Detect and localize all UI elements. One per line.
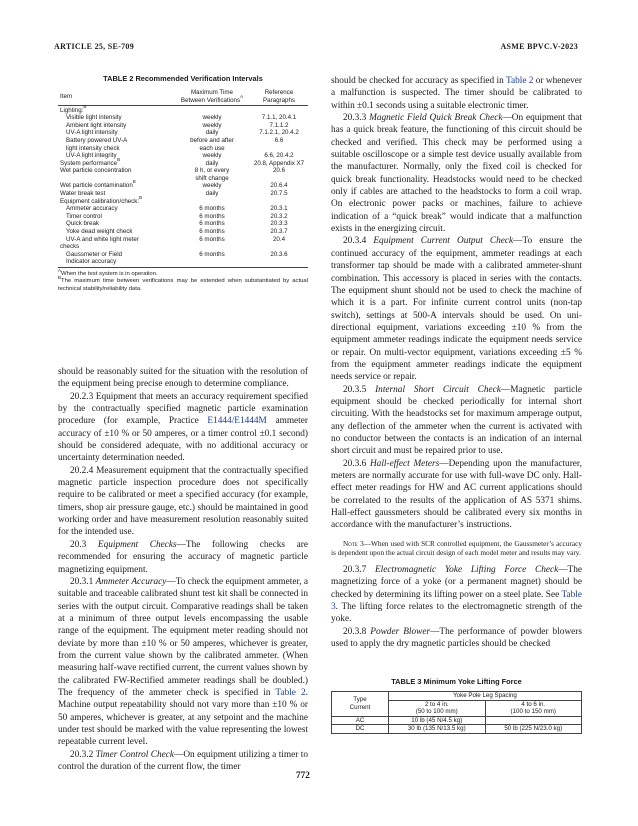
table3-col-b-line2: (100 to 150 mm) [510, 708, 556, 716]
table2-cell-ref [250, 105, 308, 114]
table3-col-b [485, 700, 582, 716]
paragraph-20-3-4 [331, 235, 582, 383]
link-e1444[interactable]: E1444/E1444M [207, 416, 267, 427]
paragraph-20-3-6 [331, 458, 582, 532]
table3-cell-type: DC [332, 725, 389, 734]
table2-col-item: Item [58, 89, 174, 105]
link-table-2-right[interactable]: Table 2 [505, 76, 534, 86]
table2-cell-item-text: System performance [60, 159, 118, 167]
section-number-20-3-1: 20.3.1 [70, 576, 96, 587]
table2-col-ref [250, 89, 308, 105]
table2-cell-ref: 7.1.2.1, 20.4.2 [259, 129, 299, 137]
table2-cell-time: 8 h, or every [194, 167, 230, 175]
table2-note-a-text: When the test system is in operation. [61, 271, 158, 277]
table2-cell-time: shift change [195, 174, 229, 182]
table2-cell-time: daily [205, 129, 219, 137]
table2-cell-item: Ammeter accuracy [66, 205, 118, 213]
table2-cell-item: UV-A light integrity [66, 152, 117, 160]
table2-cell-item [58, 105, 174, 114]
section-title-quick-break: Magnetic Field Quick Break Check [369, 113, 503, 124]
section-number-20-3-8: 20.3.8 [343, 626, 371, 637]
table2-row [58, 129, 308, 137]
table2-cell-item [58, 179, 174, 190]
table2-row [58, 258, 308, 267]
table3-cell-b [485, 716, 582, 725]
table2-cell-ref: 20.3.6 [270, 250, 288, 258]
table2-cell-time: daily [205, 159, 219, 167]
paragraph-20-3 [58, 539, 308, 576]
table2-cell-ref: 20.3.3 [270, 220, 288, 228]
table2-cell-time: 6 months [199, 228, 225, 236]
table2-cell-ref: 20.8, Appendix X7 [253, 159, 305, 167]
section-number-20-3-3: 20.3.3 [343, 113, 370, 124]
text-20-2-3-b: ammeter accuracy of ±10 % or 50 amperes, or a timer control ±0.1 second) should be considered adequate, with no additional accuracy or uncertainty determination needed. [58, 416, 308, 464]
table3-title: TABLE 3 Minimum Yoke Lifting Force [391, 677, 522, 686]
table2-row [58, 105, 308, 114]
section-title-timer-control: Timer Control Check [95, 749, 175, 760]
table2-row [58, 220, 308, 228]
link-table-2[interactable]: Table 2 [275, 687, 306, 698]
table2-cell-time [174, 105, 250, 114]
table2 [58, 89, 308, 268]
table2-title: TABLE 2 Recommended Verification Intervals [103, 74, 263, 83]
text-20-3-3: —On equipment that has a quick break feature, the functioning of this circuit should be checked and verified. This check may be performed using a suitable oscilloscope or a simple test device usually available from the manufacturer. Normally, only the fixed coil is checked for quick break functionality. Headstocks would need to be checked only if cables are attached to the headstocks to form a coil wrap. On electronic power packs or machines, failure to achieve indication of a “quick break” would indicate that a malfunction exists in the energizing circuit. [331, 113, 582, 235]
text-timer-b: or whenever a malfunction is suspected. The timer should be calibrated to within ±0.1 seconds using a suitable electronic timer. [331, 76, 582, 111]
table3-row [332, 716, 582, 725]
table2-cell-item: checks [60, 243, 80, 251]
note-3 [331, 539, 582, 558]
table3 [331, 691, 582, 734]
table2-row [58, 228, 308, 236]
table2-row [58, 137, 308, 145]
table2-col-time [174, 89, 250, 105]
table2-note-b-text: The maximum time between verifications may be extended when substantiated by actual technical stability/reliability data. [58, 278, 308, 292]
text-timer-a: should be checked for accuracy as specified in [331, 76, 506, 86]
section-title-current-output: Equipment Current Output Check [373, 236, 514, 247]
note-3-label: Note 3 [343, 538, 364, 548]
table2-row [58, 198, 308, 206]
table2-cell-time: 6 months [199, 212, 225, 220]
table2-cell-item: Timer control [66, 212, 102, 220]
table2-row [58, 182, 308, 190]
paragraph-continuation: should be reasonably suited for the situation with the resolution of the equipment being precise enough to determine compliance. [58, 367, 308, 390]
table2-col-time-line2: Between Verifications [180, 96, 241, 104]
table2-note-b [58, 275, 308, 293]
table2-col-time-line1: Maximum Time [191, 89, 233, 97]
table2-cell-time: daily [205, 190, 219, 198]
table2-col-ref-line2: Paragraphs [263, 96, 295, 104]
table2-cell-ref [250, 198, 308, 206]
table2-cell-item: Water break test [60, 190, 106, 198]
paragraph-timer-continuation [331, 75, 582, 112]
table2-cell-time: 6 months [199, 235, 225, 243]
table2-note-b-sup: B [58, 275, 62, 281]
table3-col-a [389, 700, 486, 716]
table3-col-type [332, 692, 389, 717]
table2-cell-ref [250, 243, 308, 251]
text-20-3-7-b: . The lifting force relates to the electromagnetic strength of the yoke. [331, 601, 582, 625]
section-title-hall-effect: Hall-effect Meters [369, 458, 440, 469]
table2-row [58, 160, 308, 168]
table2-cell-item: Quick break [66, 220, 100, 228]
table3-col-b-line1: 4 to 6 in. [521, 700, 546, 708]
table2-cell-time: before and after [190, 136, 234, 144]
table2-cell-ref: 6.6 [274, 136, 284, 144]
table2-cell-ref [250, 175, 308, 183]
table2-row [58, 236, 308, 244]
section-title-powder-blower: Powder Blower [370, 626, 431, 637]
table3-col-a-line1: 2 to 4 in. [424, 700, 449, 708]
table2-cell-item: Gaussmeter or Field [66, 250, 123, 258]
table2-cell-item: Visible light intensity [66, 114, 122, 122]
text-20-2-3-a: 20.2.3 Equipment that meets an accuracy requirement specified by the contractually specified magnetic particle examination procedure (for example, Practice [58, 391, 308, 427]
table2-cell-ref: 20.7.5 [270, 190, 288, 198]
paragraph-20-2-3 [58, 391, 308, 465]
table2-cell-item: Battery powered UV-A [66, 136, 128, 144]
section-number-20-3-2: 20.3.2 [70, 749, 96, 760]
table2-cell-item-text: Equipment calibration/check: [60, 197, 140, 205]
table2-cell-item-sup: B [83, 103, 87, 109]
paragraph-20-3-2 [58, 749, 308, 774]
table2-row [58, 122, 308, 130]
table2-block [58, 73, 308, 293]
table2-col-time-sup: A [240, 93, 244, 99]
table2-cell-item-sup: B [139, 194, 143, 200]
table2-body [58, 105, 308, 267]
table2-cell-item-text: Wet particle contamination [60, 182, 133, 190]
text-20-3-1-b: . Machine output repeatability should not vary more than ±10 % or 50 amperes, whichever is greater, at any setpoint and the machine under test should be marked with the value representing the lowest repeatable current level. [58, 687, 308, 748]
table3-block [331, 677, 582, 734]
table2-cell-ref: 7.1.1.2 [269, 121, 289, 129]
table2-row [58, 190, 308, 198]
section-title-equipment-checks: Equipment Checks [97, 539, 177, 550]
section-number-20-3-6: 20.3.6 [343, 458, 370, 469]
text-20-3-7-a: —The magnetizing force of a yoke (or a permanent magnet) should be checked by determining its lifting power on a steel plate. See [331, 564, 582, 600]
table2-row [58, 152, 308, 160]
note-3-text: —When used with SCR controlled equipment, the Gaussmeter’s accuracy is dependent upon the actual circuit design of each model meter and results may vary. [331, 538, 582, 558]
table2-cell-item: Ambient light intensity [66, 121, 127, 129]
table2-row [58, 145, 308, 153]
table2-cell-item: UV-A and white light meter [66, 235, 139, 243]
table2-cell-item-sup: B [117, 156, 121, 162]
table2-row [58, 251, 308, 259]
section-title-ammeter-accuracy: Ammeter Accuracy [95, 576, 167, 587]
table2-cell-time: each use [199, 144, 225, 152]
table2-cell-time [174, 258, 250, 267]
table2-cell-ref: 20.6.4 [270, 182, 288, 190]
table2-row [58, 243, 308, 251]
paragraph-20-2-4: 20.2.4 Measurement equipment that the contractually specified magnetic particle inspection procedure does not specifically require to be calibrated or meet a specified accuracy (for example, timers, shop air pressure gauge, etc.) should be maintained in good working order and have measurement resolution reasonably suited for the intended use. [58, 465, 308, 538]
table2-cell-item-sup: B [132, 179, 136, 185]
text-20-3-2: —On equipment utilizing a timer to control the duration of the current flow, the timer [58, 749, 308, 772]
table2-cell-ref: 6.6, 20.4.2 [264, 152, 294, 160]
table2-cell-time: weekly [202, 121, 222, 129]
running-header-code: ASME BPVC.V-2023 [500, 42, 578, 51]
table3-col-type-line2: Current [349, 703, 371, 711]
paragraph-20-3-5 [331, 384, 582, 458]
table2-cell-time [174, 198, 250, 206]
table2-cell-ref: 7.1.1, 20.4.1 [261, 114, 297, 122]
table2-cell-time: 6 months [199, 220, 225, 228]
text-20-3-4: —To ensure the continued accuracy of the equipment, ammeter readings at each transformer tap should be made with a calibrated ammeter-shunt combination. This accessory is placed in series with the contacts. The equipment shunt should not be used to check the machine of which it is a part. For infinite current control units (non-tap switch), settings at 500-A intervals should be used. On uni-directional equipment, variations exceeding ±10 % from the equipment ammeter readings indicate the equipment needs service or repair. On multi-vector equipment, variations exceeding ±5 % from the equipment ammeter readings indicate the equipment needs service or repair. [331, 236, 583, 383]
section-number-20-3: 20.3 [70, 539, 98, 550]
table3-cell-b: 50 lb (225 N/23.0 kg) [485, 725, 582, 734]
link-table-3[interactable]: Table 3 [331, 589, 582, 612]
paragraph-20-3-1 [58, 576, 308, 749]
running-header-article: ARTICLE 25, SE-709 [54, 42, 135, 51]
table2-cell-time: 6 months [199, 205, 225, 213]
section-title-yoke-lifting: Electromagnetic Yoke Lifting Force Check [375, 564, 559, 575]
table3-col-group: Yoke Pole Leg Spacing [389, 692, 582, 701]
page-number: 772 [296, 770, 310, 780]
text-20-3-1-a: —To check the equipment ammeter, a suitable and traceable calibrated shunt test kit shall be connected in series with the output circuit. Comparative readings shall be taken at a minimum of three output levels encompassing the usable range of the equipment. The equipment meter reading should not deviate by more than ±10 % or 50 amperes, whichever is greater, from the current value shown by the calibrated ammeter. (When measuring half-wave rectified current, the current values shown by the calibrated FW-Rectified ammeter readings shall be doubled.) The frequency of the ammeter check is specified in [58, 576, 308, 698]
table3-cell-a: 30 lb (135 N/13.5 kg) [389, 725, 486, 734]
table2-cell-item: Indicator accuracy [58, 258, 174, 267]
table2-row [58, 167, 308, 175]
table2-cell-item-text: Lighting: [60, 106, 84, 114]
paragraph-20-3-8 [331, 626, 582, 651]
table2-row [58, 213, 308, 221]
table3-col-a-line2: (50 to 100 mm) [415, 708, 458, 716]
table3-cell-type: AC [332, 716, 389, 725]
table2-cell-time: weekly [202, 182, 222, 190]
table2-cell-item: UV-A light intensity [66, 129, 118, 137]
table2-cell-item: light intensity check [66, 144, 120, 152]
left-column-text [58, 366, 308, 773]
table2-cell-item: Yoke dead weight check [66, 228, 133, 236]
table2-cell-time: weekly [202, 114, 222, 122]
table2-cell-time [174, 243, 250, 251]
right-column-text [331, 75, 582, 650]
table2-note-a-sup: A [58, 268, 62, 273]
table2-cell-time: weekly [202, 152, 222, 160]
text-20-3-5: —Magnetic particle equipment should be checked periodically for internal short circuiting. With the headstocks set for maximum amperage output, any deflection of the ammeter when the current is activated with no conductor between the contacts is an indication of an internal short circuit and must be repaired prior to use. [331, 384, 582, 457]
text-20-3-6: —Depending upon the manufacturer, meters are normally accurate for use with full-wave DC only. Hall-effect meter readings for HW and AC current applications should be correlated to the results of the application of AS 5371 shims. Hall-effect gaussmeters should be calibrated every six months in accordance with the manufacturer’s instructions. [331, 458, 582, 531]
table2-cell-ref [250, 145, 308, 153]
table2-cell-ref: 20.3.2 [270, 212, 288, 220]
table3-cell-a: 10 lb (45 N/4.5 kg) [389, 716, 486, 725]
text-20-3-8: —The performance of powder blowers used to apply the dry magnetic particles should be checked [331, 626, 582, 649]
table3-row [332, 725, 582, 734]
table2-cell-ref: 20.6 [272, 167, 286, 175]
table3-body [332, 716, 582, 733]
table2-cell-ref: 20.3.1 [270, 205, 288, 213]
section-number-20-3-4: 20.3.4 [343, 236, 374, 247]
table2-row [58, 205, 308, 213]
table2-cell-ref: 20.3.7 [270, 228, 288, 236]
table2-cell-ref [250, 258, 308, 267]
table3-col-type-line1: Type [353, 696, 367, 704]
paragraph-20-3-7 [331, 564, 582, 626]
section-number-20-3-5: 20.3.5 [343, 384, 376, 395]
table2-cell-ref: 20.4 [272, 235, 286, 243]
table2-cell-time: 6 months [199, 250, 225, 258]
table2-row [58, 114, 308, 122]
table2-col-ref-line1: Reference [264, 89, 294, 97]
paragraph-20-3-3 [331, 112, 582, 235]
text-20-3: —The following checks are recommended for ensuring the accuracy of magnetic particle magnetizing equipment. [58, 539, 308, 575]
table2-cell-item: Wet particle concentration [60, 167, 132, 175]
section-title-short-circuit: Internal Short Circuit Check [375, 384, 501, 395]
section-number-20-3-7: 20.3.7 [343, 564, 375, 575]
